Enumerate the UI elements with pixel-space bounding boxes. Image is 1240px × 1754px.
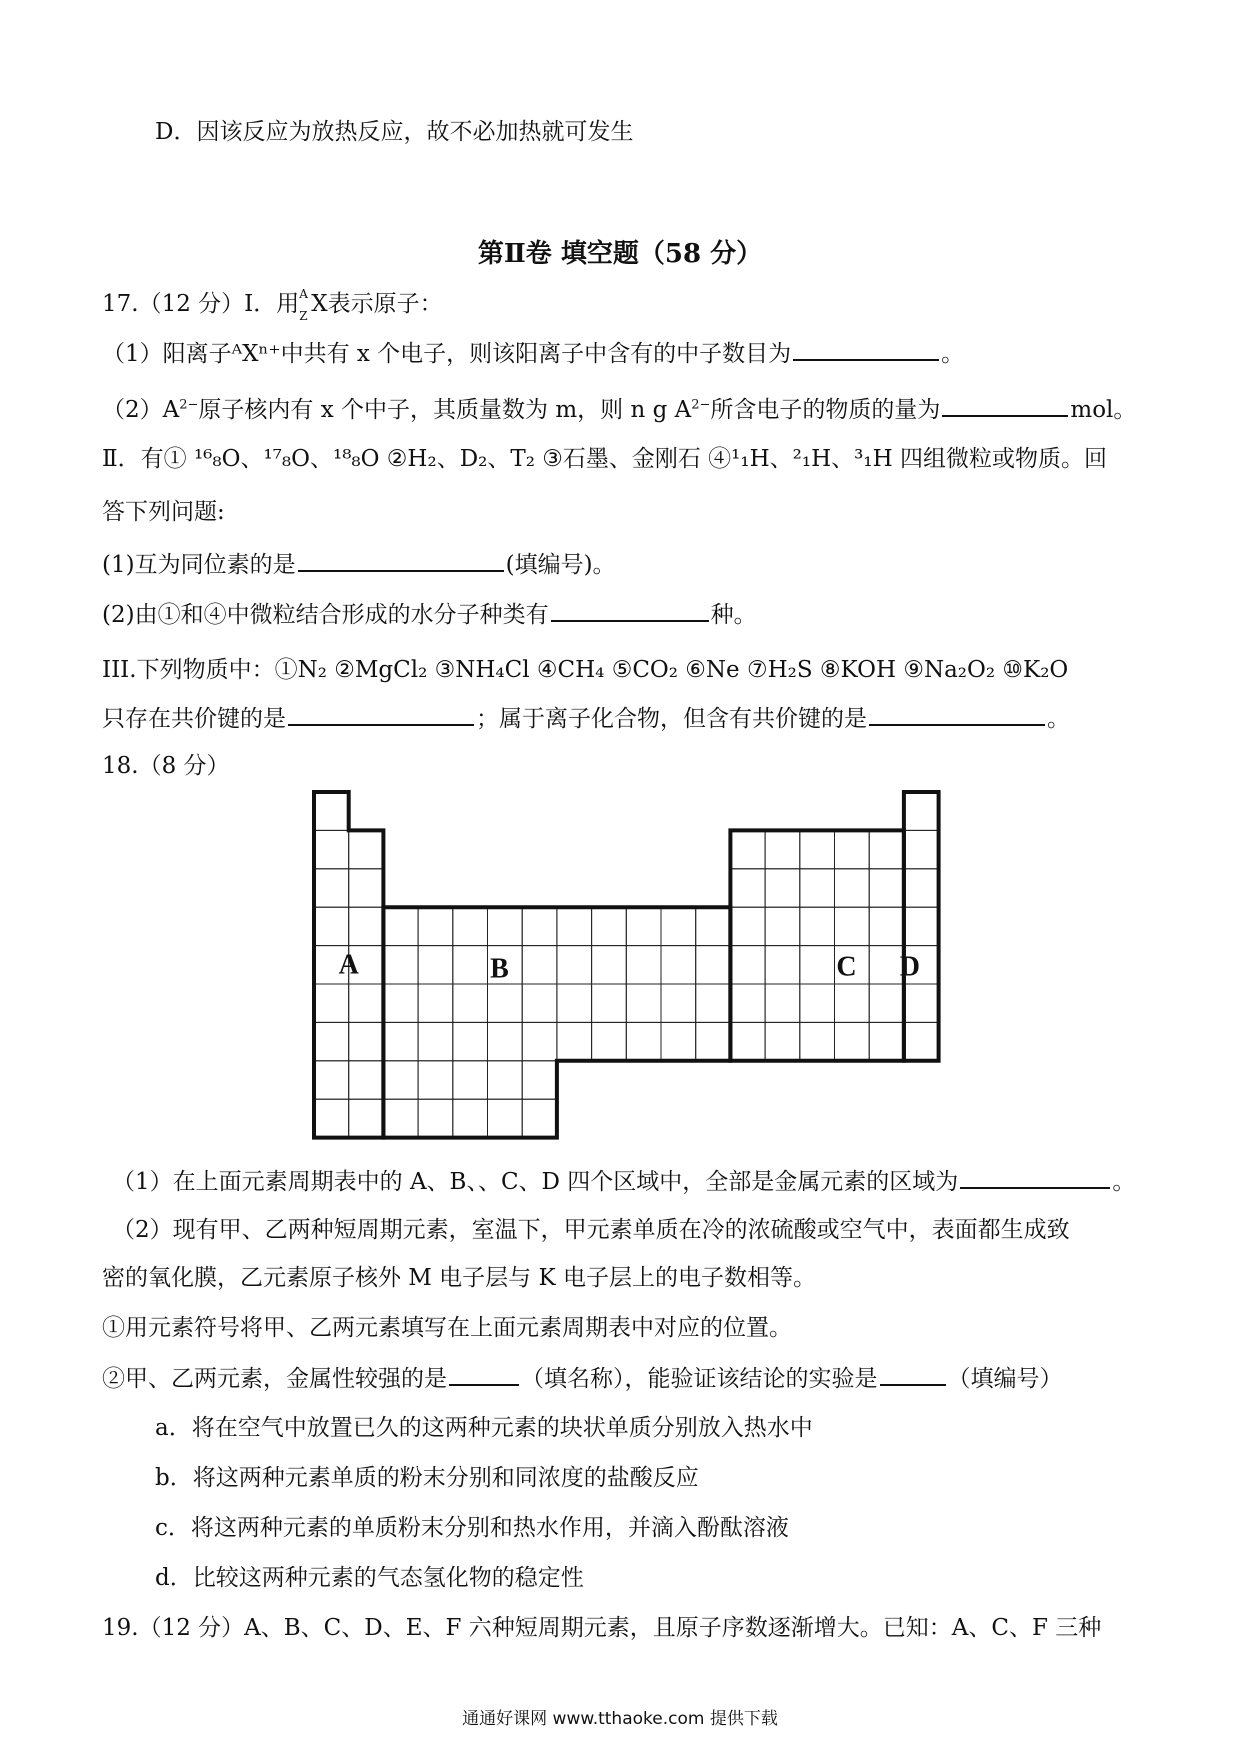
q17-p2-c: 所含电子的物质的量为 xyxy=(710,397,941,423)
mass-number-sup: A xyxy=(299,287,308,301)
q17-p1-end: 。 xyxy=(941,341,965,367)
q17-iii-a: 只存在共价键的是 xyxy=(102,706,286,732)
q18-p1-end: 。 xyxy=(1112,1169,1136,1195)
q17-ii-q2-text: (2)由①和④中微粒结合形成的水分子种类有 xyxy=(102,602,549,628)
region-label-b: B xyxy=(490,953,509,985)
q17-p1-b: 中共有 x 个电子，则该阳离子中含有的中子数目为 xyxy=(280,341,792,367)
element-symbol: X xyxy=(311,291,328,317)
q17-ii-q1-text: (1)互为同位素的是 xyxy=(102,552,296,578)
q17-iii-end: 。 xyxy=(1047,706,1070,732)
q18-s2-c: （填编号） xyxy=(947,1366,1063,1392)
q17-ii-line2: 答下列问题: xyxy=(102,499,225,525)
q18-p1 xyxy=(112,1165,1140,1198)
q16-option-d: D．因该反应为放热反应，故不必加热就可发生 xyxy=(155,119,634,145)
q17-p2-a: （2）A xyxy=(102,397,180,423)
q18-p2-line1: （2）现有甲、乙两种短周期元素，室温下，甲元素单质在冷的浓硫酸或空气中，表面都生成致 xyxy=(112,1217,1070,1243)
atomic-number-sub: Z xyxy=(299,309,308,323)
q18-s2-a: ②甲、乙两元素，金属性较强的是 xyxy=(102,1366,447,1392)
q17-ii-q2-end: 种。 xyxy=(710,602,757,628)
q18-p1-text: （1）在上面元素周期表中的 A、B、、C、D 四个区域中，全部是金属元素的区域为 xyxy=(112,1169,959,1195)
q17-heading-prefix: 17.（12 分）Ⅰ．用 xyxy=(102,291,300,317)
charge-sup-2: 2− xyxy=(691,397,711,413)
q18-option-c: c．将这两种元素的单质粉末分别和热水作用，并滴入酚酞溶液 xyxy=(155,1515,789,1541)
q17-ii-line1: Ⅱ．有① ¹⁶₈O、¹⁷₈O、¹⁸₈O ②H₂、D₂、T₂ ③石墨、金刚石 ④¹₁H、²₁H、³₁H 四组微粒或物质。回 xyxy=(102,446,1107,472)
q18-s1: ①用元素符号将甲、乙两元素填写在上面元素周期表中对应的位置。 xyxy=(102,1315,792,1341)
answer-blank-metal-region[interactable] xyxy=(960,1165,1110,1189)
q18-option-b: b．将这两种元素单质的粉末分别和同浓度的盐酸反应 xyxy=(155,1465,699,1491)
q17-iii-b: ；属于离子化合物，但含有共价键的是 xyxy=(476,706,867,732)
q17-p2-b: 原子核内有 x 个中子，其质量数为 m，则 n g A xyxy=(198,397,692,423)
charge-sup: 2− xyxy=(179,397,199,413)
q18-p2-line2: 密的氧化膜，乙元素原子核外 M 电子层与 K 电子层上的电子数相等。 xyxy=(102,1265,816,1291)
region-d-outline xyxy=(904,792,939,1061)
q17-ii-q1-end: (填编号)。 xyxy=(505,552,616,578)
q18-s2 xyxy=(102,1362,1140,1395)
footer: 通通好课网 www.tthaoke.com 提供下载 xyxy=(462,1709,778,1729)
q18-option-a: a．将在空气中放置已久的这两种元素的块状单质分别放入热水中 xyxy=(155,1415,813,1441)
cation-symbol: ᴬXⁿ⁺ xyxy=(231,341,281,367)
region-label-d: D xyxy=(899,951,921,983)
region-label-a: A xyxy=(338,949,359,981)
section-title: 第Ⅱ卷 填空题（58 分） xyxy=(477,239,763,269)
q17-iii-line1: III.下列物质中：①N₂ ②MgCl₂ ③NH₄Cl ④CH₄ ⑤CO₂ ⑥Ne ⑦H₂S ⑧KOH ⑨Na₂O₂ ⑩K₂O xyxy=(102,657,1069,683)
q18-option-d: d．比较这两种元素的气态氢化物的稳定性 xyxy=(155,1565,584,1591)
unit-mol: mol。 xyxy=(1070,397,1137,423)
q19-line1: 19.（12 分）A、B、C、D、E、F 六种短周期元素，且原子序数逐渐增大。已知：A、C、F 三种 xyxy=(102,1615,1102,1641)
q18-heading: 18.（8 分） xyxy=(102,753,230,779)
q17-heading-suffix: 表示原子： xyxy=(327,291,443,317)
q17-p1-a: （1）阳离子 xyxy=(102,341,232,367)
region-label-c: C xyxy=(836,951,857,983)
q18-s2-b: （填名称），能验证该结论的实验是 xyxy=(521,1366,878,1392)
answer-blank-experiment[interactable] xyxy=(880,1362,946,1386)
answer-blank-stronger-metal[interactable] xyxy=(449,1362,519,1386)
